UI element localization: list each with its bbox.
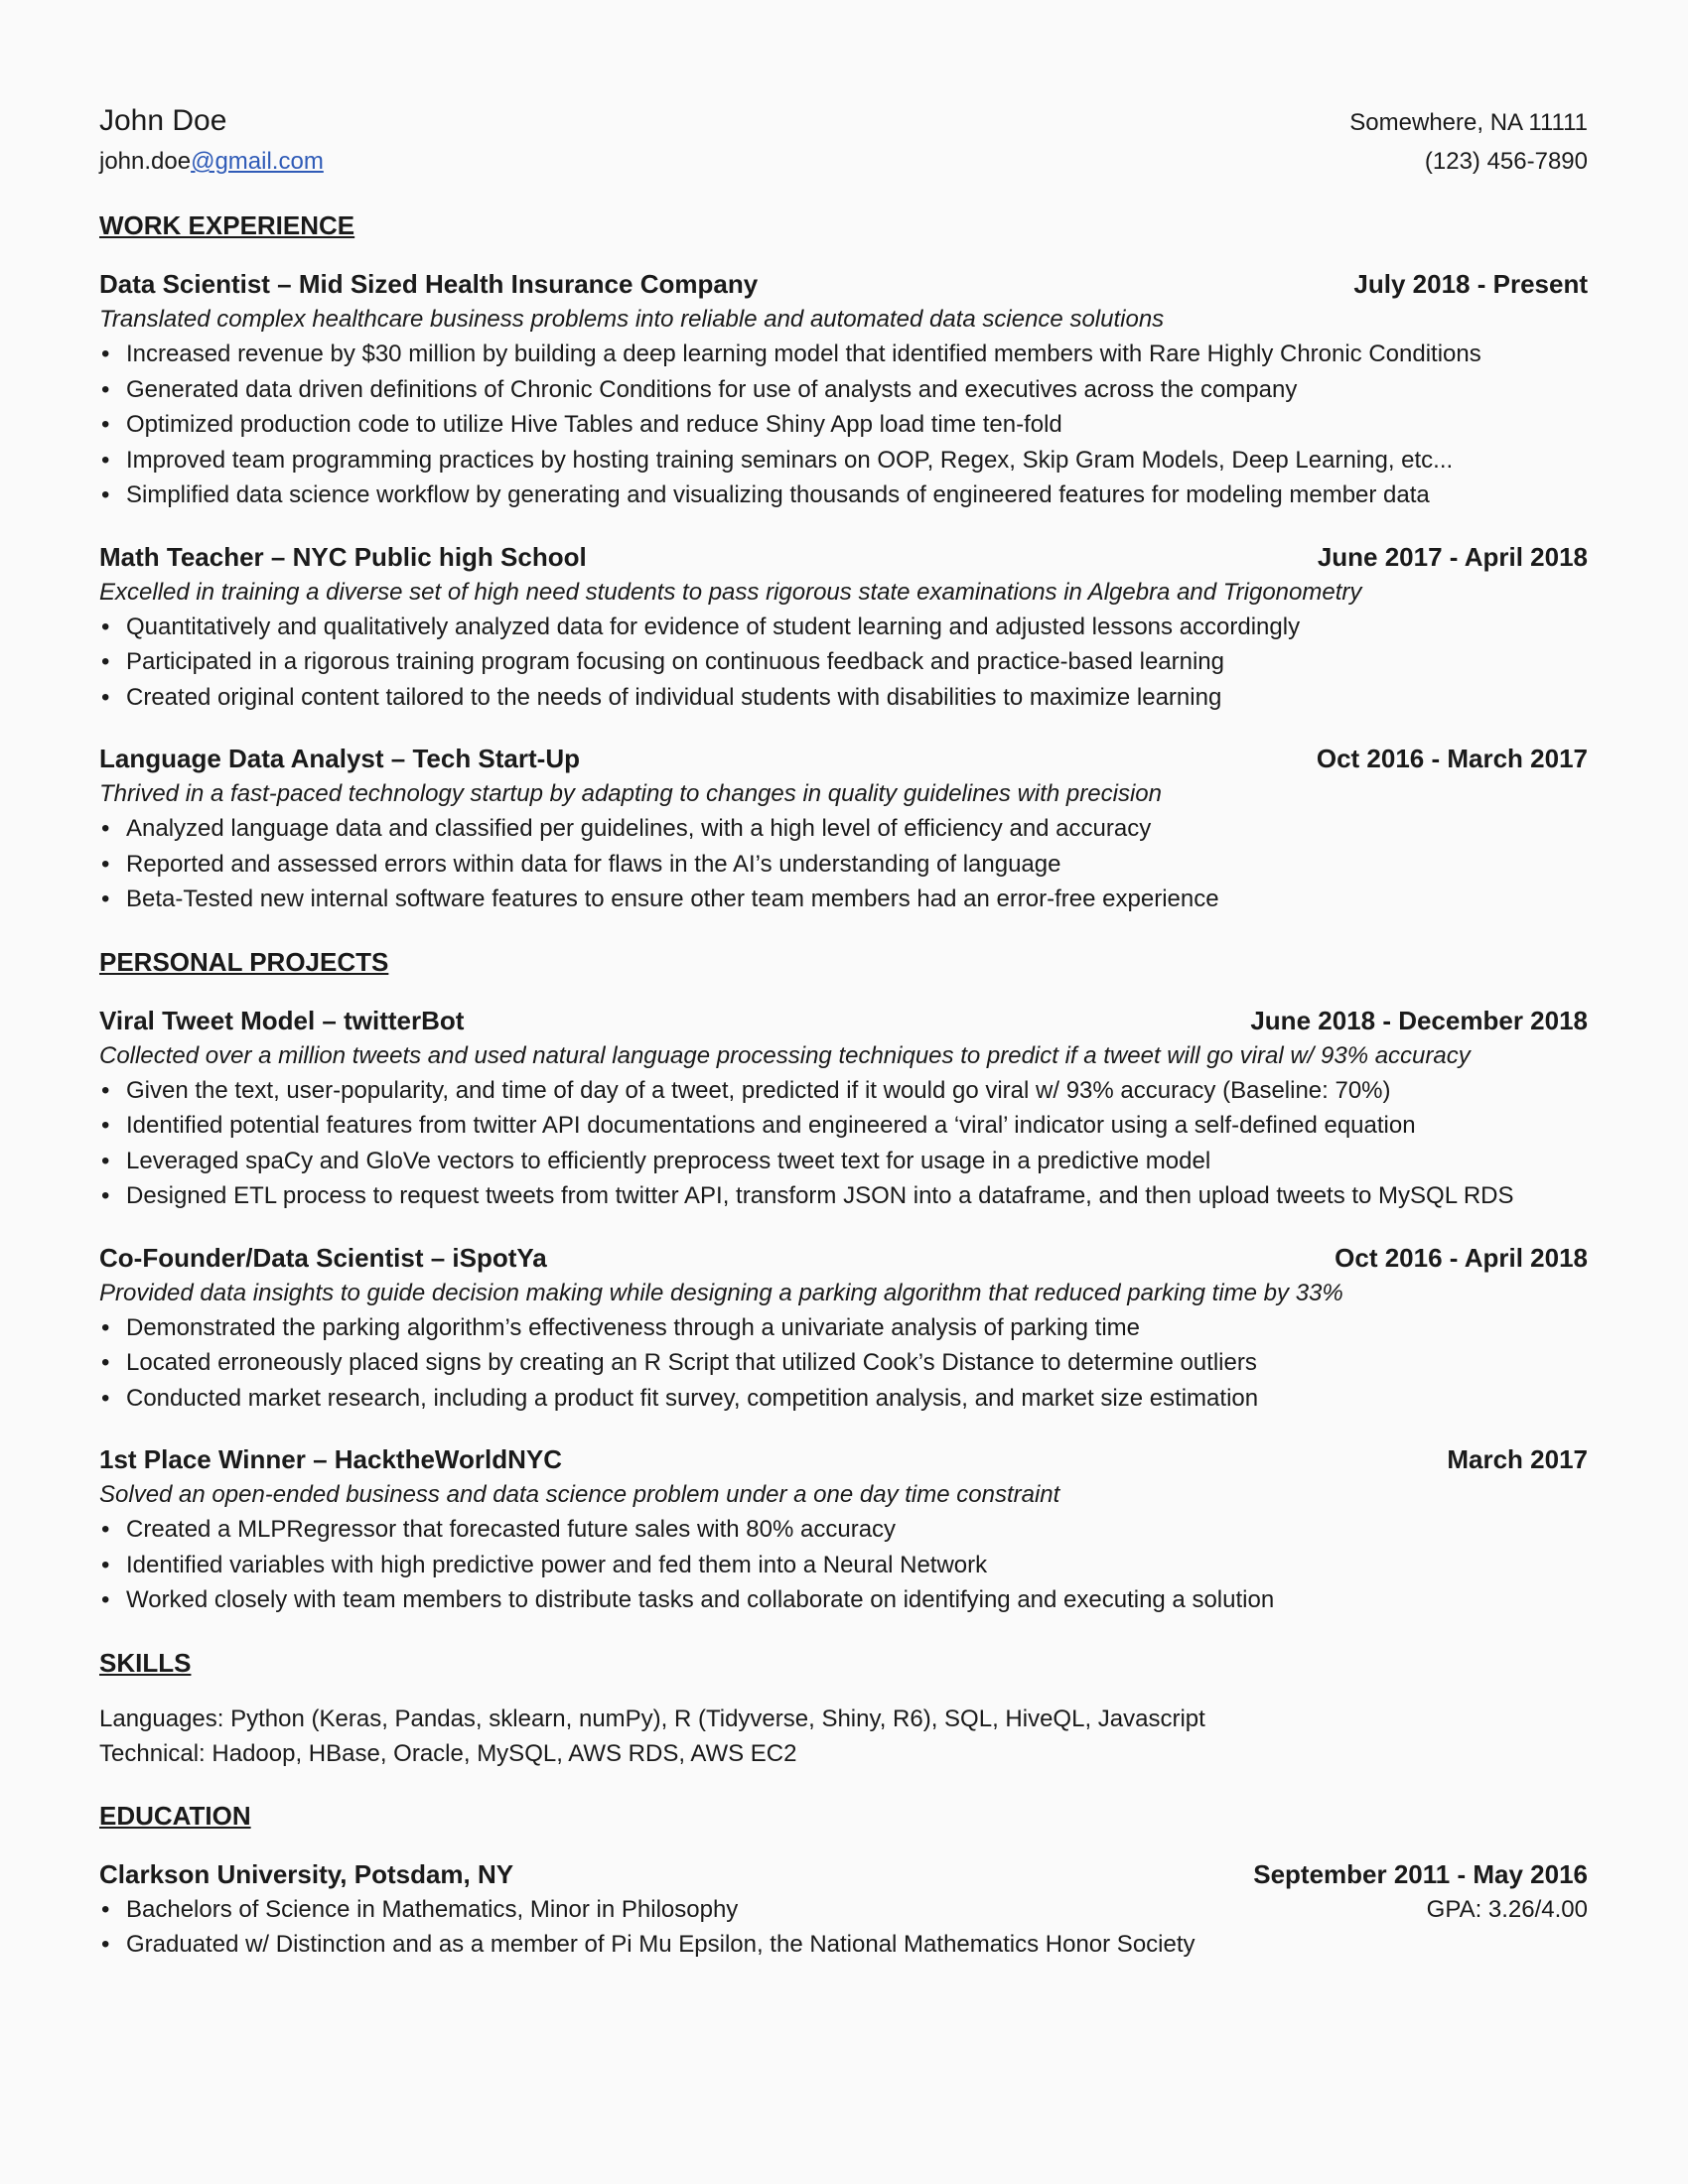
email <box>99 143 324 181</box>
entry-date: June 2017 - April 2018 <box>1317 541 1588 572</box>
degree-row <box>99 1892 1588 1928</box>
entry-header <box>99 539 1588 575</box>
skills-languages: Languages: Python (Keras, Pandas, sklearn, numPy), R (Tidyverse, Shiny, R6), SQL, HiveQL, Javascript <box>99 1705 1205 1732</box>
bullet-item: • Generated data driven definitions of Chronic Conditions for use of analysts and executives across the company <box>99 372 1588 408</box>
entry-title: 1st Place Winner – HacktheWorldNYC <box>99 1444 562 1474</box>
work-entry <box>99 741 1588 917</box>
entry-header <box>99 1240 1588 1276</box>
candidate-name: John Doe <box>99 104 227 137</box>
section-title-education: EDUCATION <box>99 1800 251 1831</box>
entry-summary: Provided data insights to guide decision making while designing a parking algorithm that reduced parking time by 33% <box>99 1279 1343 1306</box>
entry-title: Data Scientist – Mid Sized Health Insurance Company <box>99 269 759 299</box>
entry-summary: Excelled in training a diverse set of high need students to pass rigorous state examinations in Algebra and Trigonometry <box>99 578 1362 606</box>
bullet-list <box>99 1310 1588 1417</box>
bullet-item: • Increased revenue by $30 million by building a deep learning model that identified members with Rare Highly Chronic Conditions <box>99 337 1588 372</box>
gpa: GPA: 3.26/4.00 <box>1426 1895 1588 1923</box>
entry-header <box>99 741 1588 776</box>
bullet-list <box>99 811 1588 917</box>
bullet-item: • Demonstrated the parking algorithm’s effectiveness through a univariate analysis of parking time <box>99 1310 1588 1346</box>
bullet-item: • Leveraged spaCy and GloVe vectors to efficiently preprocess tweet text for usage in a predictive model <box>99 1144 1588 1179</box>
school-name: Clarkson University, Potsdam, NY <box>99 1858 514 1889</box>
education-date: September 2011 - May 2016 <box>1253 1858 1588 1889</box>
entry-title: Language Data Analyst – Tech Start-Up <box>99 744 580 773</box>
bullet-item: • Identified variables with high predictive power and fed them into a Neural Network <box>99 1548 1588 1583</box>
entry-summary: Solved an open-ended business and data science problem under a one day time constraint <box>99 1481 1060 1508</box>
bullet-list <box>99 610 1588 716</box>
header-top-row <box>99 99 1588 143</box>
section-title-skills: SKILLS <box>99 1647 192 1678</box>
bullet-item: • Quantitatively and qualitatively analyzed data for evidence of student learning and adjusted lessons accordingly <box>99 610 1588 645</box>
entry-title: Math Teacher – NYC Public high School <box>99 541 587 572</box>
header-bottom-row <box>99 143 1588 181</box>
project-entry <box>99 1240 1588 1417</box>
entry-header <box>99 1003 1588 1038</box>
entry-date: July 2018 - Present <box>1353 269 1588 299</box>
bullet-item: • Participated in a rigorous training program focusing on continuous feedback and practice-based learning <box>99 644 1588 680</box>
project-entry <box>99 1441 1588 1618</box>
entry-date: June 2018 - December 2018 <box>1250 1005 1588 1035</box>
honors-item: • Graduated w/ Distinction and as a member of Pi Mu Epsilon, the National Mathematics Honor Society <box>99 1927 1588 1963</box>
education-entry <box>99 1856 1588 1963</box>
bullet-item: • Conducted market research, including a product fit survey, competition analysis, and market size estimation <box>99 1381 1588 1417</box>
email-user: john.doe <box>99 148 192 175</box>
section-title-projects: PERSONAL PROJECTS <box>99 946 389 977</box>
degree-item: • Bachelors of Science in Mathematics, Minor in Philosophy <box>99 1892 1427 1928</box>
entry-header <box>99 1856 1588 1892</box>
entry-title: Viral Tweet Model – twitterBot <box>99 1005 465 1035</box>
entry-header <box>99 1441 1588 1477</box>
bullet-item: • Given the text, user-popularity, and time of day of a tweet, predicted if it would go viral w/ 93% accuracy (Baseline: 70%) <box>99 1073 1588 1109</box>
bullet-item: • Designed ETL process to request tweets from twitter API, transform JSON into a dataframe, and then upload tweets to MySQL RDS <box>99 1178 1588 1214</box>
bullet-list <box>99 1892 1588 1963</box>
bullet-item: • Created original content tailored to the needs of individual students with disabilities to maximize learning <box>99 680 1588 716</box>
bullet-item: • Worked closely with team members to distribute tasks and collaborate on identifying and executing a solution <box>99 1582 1588 1618</box>
bullet-item: • Simplified data science workflow by generating and visualizing thousands of engineered features for modeling member data <box>99 478 1588 513</box>
entry-date: Oct 2016 - March 2017 <box>1316 744 1588 773</box>
entry-date: Oct 2016 - April 2018 <box>1335 1242 1588 1273</box>
bullet-item: • Reported and assessed errors within data for flaws in the AI’s understanding of language <box>99 847 1588 883</box>
resume-page <box>99 99 1588 1963</box>
bullet-item: • Created a MLPRegressor that forecasted future sales with 80% accuracy <box>99 1512 1588 1548</box>
bullet-item: • Optimized production code to utilize Hive Tables and reduce Shiny App load time ten-fold <box>99 407 1588 443</box>
bullet-item: • Beta-Tested new internal software features to ensure other team members had an error-free experience <box>99 882 1588 917</box>
entry-title: Co-Founder/Data Scientist – iSpotYa <box>99 1242 547 1273</box>
work-entry <box>99 539 1588 716</box>
skills-block <box>99 1702 1588 1771</box>
bullet-item: • Improved team programming practices by hosting training seminars on OOP, Regex, Skip Gram Models, Deep Learning, etc... <box>99 443 1588 478</box>
entry-date: March 2017 <box>1447 1444 1588 1474</box>
section-title-work: WORK EXPERIENCE <box>99 210 355 240</box>
entry-summary: Translated complex healthcare business problems into reliable and automated data science solutions <box>99 306 1165 333</box>
address: Somewhere, NA 11111 <box>1349 109 1588 136</box>
skills-technical: Technical: Hadoop, HBase, Oracle, MySQL, AWS RDS, AWS EC2 <box>99 1739 797 1767</box>
project-entry <box>99 1003 1588 1214</box>
entry-summary: Collected over a million tweets and used natural language processing techniques to predict if a tweet will go viral w/ 93% accuracy <box>99 1041 1471 1069</box>
bullet-item: • Located erroneously placed signs by creating an R Script that utilized Cook’s Distance to determine outliers <box>99 1345 1588 1381</box>
entry-header <box>99 266 1588 302</box>
phone: (123) 456-7890 <box>1424 148 1588 175</box>
email-link[interactable]: @gmail.com <box>191 148 324 175</box>
work-entry <box>99 266 1588 513</box>
bullet-list <box>99 1073 1588 1214</box>
entry-summary: Thrived in a fast-paced technology startup by adapting to changes in quality guidelines with precision <box>99 780 1162 807</box>
bullet-list <box>99 337 1588 513</box>
bullet-item: • Identified potential features from twitter API documentations and engineered a ‘viral’ indicator using a self-defined equation <box>99 1108 1588 1144</box>
bullet-list <box>99 1512 1588 1618</box>
bullet-item: • Analyzed language data and classified per guidelines, with a high level of efficiency and accuracy <box>99 811 1588 847</box>
